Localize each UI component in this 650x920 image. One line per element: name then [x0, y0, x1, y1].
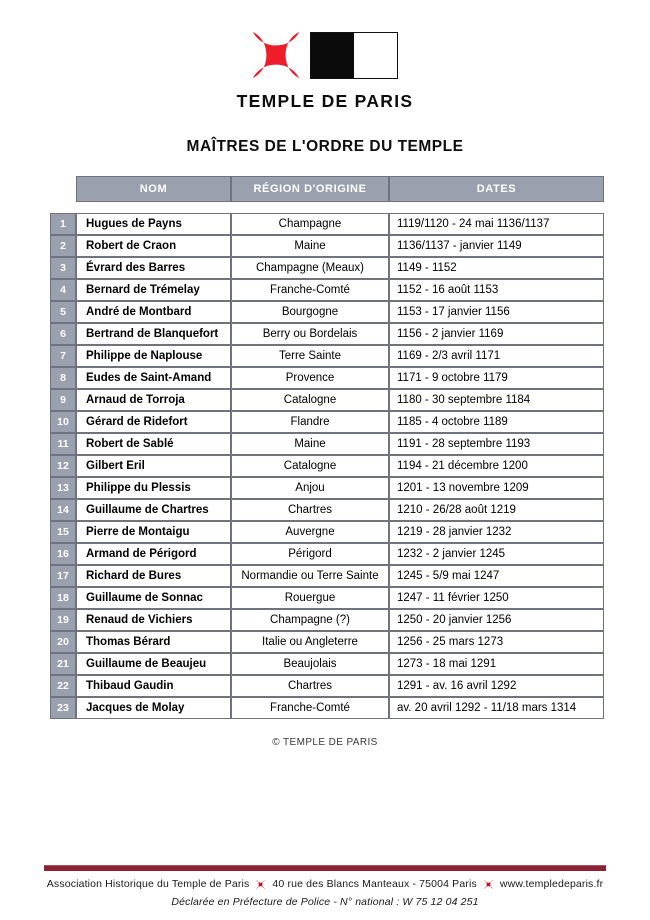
master-region: Terre Sainte: [231, 345, 389, 367]
master-name: Robert de Sablé: [76, 433, 231, 455]
table-row: [50, 323, 604, 345]
master-dates: 1152 - 16 août 1153: [389, 279, 604, 301]
master-name: Guillaume de Chartres: [76, 499, 231, 521]
master-name: Eudes de Saint-Amand: [76, 367, 231, 389]
table-body: [50, 213, 604, 719]
master-dates: 1169 - 2/3 avril 1171: [389, 345, 604, 367]
master-dates: 1171 - 9 octobre 1179: [389, 367, 604, 389]
table-row: [50, 301, 604, 323]
master-dates: 1180 - 30 septembre 1184: [389, 389, 604, 411]
master-region: Normandie ou Terre Sainte: [231, 565, 389, 587]
master-dates: 1250 - 20 janvier 1256: [389, 609, 604, 631]
master-name: Armand de Périgord: [76, 543, 231, 565]
master-name: Jacques de Molay: [76, 697, 231, 719]
table-row: [50, 411, 604, 433]
master-region: Auvergne: [231, 521, 389, 543]
table-row: [50, 565, 604, 587]
master-dates: 1210 - 26/28 août 1219: [389, 499, 604, 521]
master-region: Bourgogne: [231, 301, 389, 323]
master-name: Arnaud de Torroja: [76, 389, 231, 411]
master-dates: 1185 - 4 octobre 1189: [389, 411, 604, 433]
master-region: Rouergue: [231, 587, 389, 609]
table-row: [50, 389, 604, 411]
gap-cell: [76, 202, 231, 213]
master-name: Richard de Bures: [76, 565, 231, 587]
master-name: Évrard des Barres: [76, 257, 231, 279]
master-dates: 1136/1137 - janvier 1149: [389, 235, 604, 257]
master-region: Chartres: [231, 499, 389, 521]
table-row: [50, 345, 604, 367]
master-dates: 1256 - 25 mars 1273: [389, 631, 604, 653]
row-index-badge: 17: [50, 565, 76, 587]
master-name: Guillaume de Sonnac: [76, 587, 231, 609]
master-region: Maine: [231, 235, 389, 257]
table-row: [50, 697, 604, 719]
row-index-badge: 12: [50, 455, 76, 477]
table-row: [50, 477, 604, 499]
row-index-badge: 2: [50, 235, 76, 257]
master-dates: 1291 - av. 16 avril 1292: [389, 675, 604, 697]
row-index-badge: 3: [50, 257, 76, 279]
row-index-badge: 23: [50, 697, 76, 719]
column-header-dates: DATES: [389, 176, 604, 202]
gap-cell: [50, 202, 76, 213]
table-row: [50, 367, 604, 389]
row-index-badge: 14: [50, 499, 76, 521]
table-row: [50, 521, 604, 543]
table-head: [50, 176, 604, 213]
master-dates: 1247 - 11 février 1250: [389, 587, 604, 609]
master-name: Renaud de Vichiers: [76, 609, 231, 631]
row-index-badge: 6: [50, 323, 76, 345]
master-region: Franche-Comté: [231, 697, 389, 719]
table-row: [50, 213, 604, 235]
row-index-badge: 7: [50, 345, 76, 367]
master-dates: 1201 - 13 novembre 1209: [389, 477, 604, 499]
master-dates: 1273 - 18 mai 1291: [389, 653, 604, 675]
master-region: Italie ou Angleterre: [231, 631, 389, 653]
row-index-badge: 21: [50, 653, 76, 675]
row-index-badge: 11: [50, 433, 76, 455]
header-gap-row: [50, 202, 604, 213]
master-name: Bertrand de Blanquefort: [76, 323, 231, 345]
column-header-spacer: [50, 176, 76, 202]
master-dates: 1149 - 1152: [389, 257, 604, 279]
beauseant-flag-icon: [310, 32, 398, 79]
page-title: MAÎTRES DE L'ORDRE DU TEMPLE: [186, 138, 464, 155]
master-dates: 1194 - 21 décembre 1200: [389, 455, 604, 477]
master-dates: av. 20 avril 1292 - 11/18 mars 1314: [389, 697, 604, 719]
row-index-badge: 5: [50, 301, 76, 323]
master-name: André de Montbard: [76, 301, 231, 323]
brand-header: [0, 0, 650, 112]
copyright-notice: © TEMPLE DE PARIS: [272, 737, 378, 748]
table-row: [50, 257, 604, 279]
table-header-row: [50, 176, 604, 202]
master-region: Provence: [231, 367, 389, 389]
footer-contact-line: [0, 878, 650, 890]
master-name: Gilbert Eril: [76, 455, 231, 477]
footer-association-name: Association Historique du Temple de Paris: [46, 878, 250, 890]
row-index-badge: 4: [50, 279, 76, 301]
table-row: [50, 653, 604, 675]
master-name: Pierre de Montaigu: [76, 521, 231, 543]
master-region: Flandre: [231, 411, 389, 433]
master-region: Catalogne: [231, 455, 389, 477]
master-name: Gérard de Ridefort: [76, 411, 231, 433]
master-dates: 1232 - 2 janvier 1245: [389, 543, 604, 565]
table-row: [50, 543, 604, 565]
master-dates: 1119/1120 - 24 mai 1136/1137: [389, 213, 604, 235]
master-dates: 1156 - 2 janvier 1169: [389, 323, 604, 345]
masters-table: [50, 176, 604, 719]
flag-black-half: [311, 33, 354, 78]
master-dates: 1153 - 17 janvier 1156: [389, 301, 604, 323]
column-header-nom: NOM: [76, 176, 231, 202]
row-index-badge: 19: [50, 609, 76, 631]
table-row: [50, 499, 604, 521]
master-region: Champagne (?): [231, 609, 389, 631]
master-region: Champagne (Meaux): [231, 257, 389, 279]
master-name: Philippe du Plessis: [76, 477, 231, 499]
footer-divider: [44, 865, 606, 871]
master-region: Beaujolais: [231, 653, 389, 675]
row-index-badge: 13: [50, 477, 76, 499]
flag-white-half: [354, 33, 397, 78]
row-index-badge: 20: [50, 631, 76, 653]
master-dates: 1245 - 5/9 mai 1247: [389, 565, 604, 587]
master-region: Catalogne: [231, 389, 389, 411]
row-index-badge: 18: [50, 587, 76, 609]
master-region: Anjou: [231, 477, 389, 499]
master-name: Thibaud Gaudin: [76, 675, 231, 697]
footer-address: 40 rue des Blancs Manteaux - 75004 Paris: [272, 878, 477, 890]
table-row: [50, 279, 604, 301]
cross-pattee-icon: [256, 880, 265, 889]
table-row: [50, 455, 604, 477]
master-region: Franche-Comté: [231, 279, 389, 301]
masters-table-wrap: [0, 176, 650, 719]
master-region: Maine: [231, 433, 389, 455]
gap-cell: [231, 202, 389, 213]
row-index-badge: 9: [50, 389, 76, 411]
logo-marks: [252, 30, 398, 80]
table-row: [50, 631, 604, 653]
master-region: Chartres: [231, 675, 389, 697]
cross-pattee-icon: [252, 31, 300, 79]
table-row: [50, 587, 604, 609]
master-dates: 1219 - 28 janvier 1232: [389, 521, 604, 543]
master-name: Philippe de Naplouse: [76, 345, 231, 367]
gap-cell: [389, 202, 604, 213]
master-region: Périgord: [231, 543, 389, 565]
column-header-region: RÉGION D'ORIGINE: [231, 176, 389, 202]
footer-website-link[interactable]: www.templedeparis.fr: [499, 878, 604, 890]
table-row: [50, 433, 604, 455]
master-name: Thomas Bérard: [76, 631, 231, 653]
master-region: Berry ou Bordelais: [231, 323, 389, 345]
master-name: Robert de Craon: [76, 235, 231, 257]
logo-wordmark: TEMPLE DE PARIS: [236, 91, 414, 111]
footer-legal-line: Déclarée en Préfecture de Police - N° national : W 75 12 04 251: [171, 896, 479, 908]
row-index-badge: 8: [50, 367, 76, 389]
row-index-badge: 10: [50, 411, 76, 433]
master-name: Bernard de Trémelay: [76, 279, 231, 301]
row-index-badge: 15: [50, 521, 76, 543]
cross-pattee-icon: [484, 880, 493, 889]
row-index-badge: 22: [50, 675, 76, 697]
page-footer: [0, 865, 650, 908]
master-region: Champagne: [231, 213, 389, 235]
row-index-badge: 1: [50, 213, 76, 235]
table-row: [50, 235, 604, 257]
row-index-badge: 16: [50, 543, 76, 565]
master-name: Hugues de Payns: [76, 213, 231, 235]
master-dates: 1191 - 28 septembre 1193: [389, 433, 604, 455]
table-row: [50, 675, 604, 697]
table-row: [50, 609, 604, 631]
master-name: Guillaume de Beaujeu: [76, 653, 231, 675]
